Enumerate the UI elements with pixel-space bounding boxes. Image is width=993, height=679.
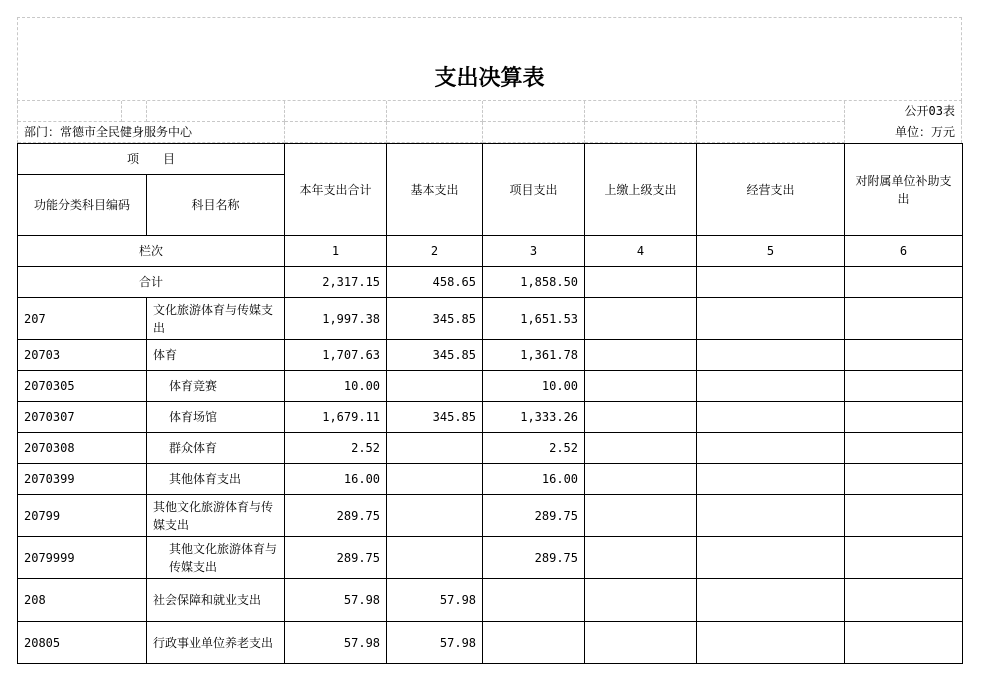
row-basic: 345.85 xyxy=(387,340,483,371)
row-name: 其他文化旅游体育与传媒支出 xyxy=(147,537,285,579)
table-row xyxy=(18,298,963,340)
header-project: 项目支出 xyxy=(483,144,585,236)
row-name: 体育 xyxy=(147,340,285,371)
table-row xyxy=(18,340,963,371)
column-index-label: 栏次 xyxy=(18,236,285,267)
column-index: 2 xyxy=(387,236,483,267)
total-row xyxy=(18,267,963,298)
row-code: 20703 xyxy=(18,340,147,371)
row-subsidy xyxy=(845,622,963,664)
row-subsidy xyxy=(845,340,963,371)
row-remit xyxy=(585,371,697,402)
row-basic: 345.85 xyxy=(387,298,483,340)
row-project: 1,333.26 xyxy=(483,402,585,433)
row-code: 2070308 xyxy=(18,433,147,464)
row-operating xyxy=(697,402,845,433)
table-row xyxy=(18,579,963,622)
total-label: 合计 xyxy=(18,267,285,298)
total-amount: 2,317.15 xyxy=(285,267,387,298)
table-row xyxy=(18,622,963,664)
column-index: 5 xyxy=(697,236,845,267)
table-row xyxy=(18,464,963,495)
report-title: 支出决算表 xyxy=(17,17,962,101)
row-remit xyxy=(585,537,697,579)
header-subsidy: 对附属单位补助支出 xyxy=(845,144,963,236)
table-row xyxy=(18,371,963,402)
row-total: 57.98 xyxy=(285,622,387,664)
row-remit xyxy=(585,402,697,433)
row-operating xyxy=(697,622,845,664)
row-project xyxy=(483,579,585,622)
row-subsidy xyxy=(845,433,963,464)
form-number: 公开03表 xyxy=(904,104,955,118)
grid-cell xyxy=(285,101,387,122)
row-project: 2.52 xyxy=(483,433,585,464)
row-name: 体育竞赛 xyxy=(147,371,285,402)
row-subsidy xyxy=(845,371,963,402)
header-basic: 基本支出 xyxy=(387,144,483,236)
row-project: 10.00 xyxy=(483,371,585,402)
row-code: 207 xyxy=(18,298,147,340)
header-name: 科目名称 xyxy=(147,175,285,236)
row-basic xyxy=(387,371,483,402)
header-item: 项 目 xyxy=(18,144,285,175)
header-row xyxy=(18,144,963,175)
row-code: 2079999 xyxy=(18,537,147,579)
row-remit xyxy=(585,464,697,495)
row-total: 1,707.63 xyxy=(285,340,387,371)
table-row xyxy=(18,402,963,433)
grid-cell xyxy=(483,101,585,122)
row-name: 文化旅游体育与传媒支出 xyxy=(147,298,285,340)
column-index: 1 xyxy=(285,236,387,267)
row-subsidy xyxy=(845,537,963,579)
row-remit xyxy=(585,579,697,622)
grid-cell xyxy=(122,101,147,122)
row-remit xyxy=(585,433,697,464)
row-remit xyxy=(585,622,697,664)
row-project: 1,651.53 xyxy=(483,298,585,340)
total-basic: 458.65 xyxy=(387,267,483,298)
row-total: 57.98 xyxy=(285,579,387,622)
grid-cell xyxy=(285,122,387,143)
row-operating xyxy=(697,298,845,340)
table-row xyxy=(18,495,963,537)
total-remit xyxy=(585,267,697,298)
row-code: 20805 xyxy=(18,622,147,664)
row-total: 1,679.11 xyxy=(285,402,387,433)
row-operating xyxy=(697,464,845,495)
expenditure-table xyxy=(17,143,963,664)
row-basic xyxy=(387,464,483,495)
row-operating xyxy=(697,537,845,579)
row-subsidy xyxy=(845,402,963,433)
row-name: 社会保障和就业支出 xyxy=(147,579,285,622)
row-basic xyxy=(387,495,483,537)
row-basic: 57.98 xyxy=(387,579,483,622)
row-code: 2070305 xyxy=(18,371,147,402)
grid-cell xyxy=(697,101,845,122)
row-subsidy xyxy=(845,464,963,495)
header-total: 本年支出合计 xyxy=(285,144,387,236)
grid-cell xyxy=(697,122,845,143)
row-name: 体育场馆 xyxy=(147,402,285,433)
grid-cell xyxy=(585,101,697,122)
gridline-row xyxy=(17,101,962,122)
row-name: 行政事业单位养老支出 xyxy=(147,622,285,664)
row-project: 1,361.78 xyxy=(483,340,585,371)
row-project xyxy=(483,622,585,664)
row-basic xyxy=(387,537,483,579)
row-total: 16.00 xyxy=(285,464,387,495)
row-total: 289.75 xyxy=(285,537,387,579)
row-total: 2.52 xyxy=(285,433,387,464)
row-operating xyxy=(697,495,845,537)
row-total: 289.75 xyxy=(285,495,387,537)
column-index: 4 xyxy=(585,236,697,267)
grid-cell xyxy=(387,122,483,143)
row-subsidy xyxy=(845,298,963,340)
row-project: 289.75 xyxy=(483,537,585,579)
row-subsidy xyxy=(845,579,963,622)
row-remit xyxy=(585,495,697,537)
row-name: 其他体育支出 xyxy=(147,464,285,495)
row-subsidy xyxy=(845,495,963,537)
grid-cell xyxy=(585,122,697,143)
column-index: 6 xyxy=(845,236,963,267)
row-code: 208 xyxy=(18,579,147,622)
row-remit xyxy=(585,298,697,340)
row-basic: 57.98 xyxy=(387,622,483,664)
row-total: 1,997.38 xyxy=(285,298,387,340)
row-total: 10.00 xyxy=(285,371,387,402)
row-name: 群众体育 xyxy=(147,433,285,464)
row-operating xyxy=(697,433,845,464)
department-label: 部门：常德市全民健身服务中心 xyxy=(24,125,193,139)
row-name: 其他文化旅游体育与传媒支出 xyxy=(147,495,285,537)
row-operating xyxy=(697,371,845,402)
header-operating: 经营支出 xyxy=(697,144,845,236)
total-operating xyxy=(697,267,845,298)
grid-cell xyxy=(18,101,122,122)
row-basic: 345.85 xyxy=(387,402,483,433)
table-row xyxy=(18,537,963,579)
total-subsidy xyxy=(845,267,963,298)
row-operating xyxy=(697,340,845,371)
column-index-row xyxy=(18,236,963,267)
grid-cell xyxy=(147,101,285,122)
row-basic xyxy=(387,433,483,464)
grid-cell xyxy=(387,101,483,122)
grid-cell xyxy=(483,122,585,143)
row-code: 20799 xyxy=(18,495,147,537)
header-code: 功能分类科目编码 xyxy=(18,175,147,236)
row-project: 16.00 xyxy=(483,464,585,495)
total-project: 1,858.50 xyxy=(483,267,585,298)
row-project: 289.75 xyxy=(483,495,585,537)
row-operating xyxy=(697,579,845,622)
column-index: 3 xyxy=(483,236,585,267)
header-remit: 上缴上级支出 xyxy=(585,144,697,236)
table-row xyxy=(18,433,963,464)
row-remit xyxy=(585,340,697,371)
unit-label: 单位：万元 xyxy=(894,125,955,139)
row-code: 2070307 xyxy=(18,402,147,433)
row-code: 2070399 xyxy=(18,464,147,495)
